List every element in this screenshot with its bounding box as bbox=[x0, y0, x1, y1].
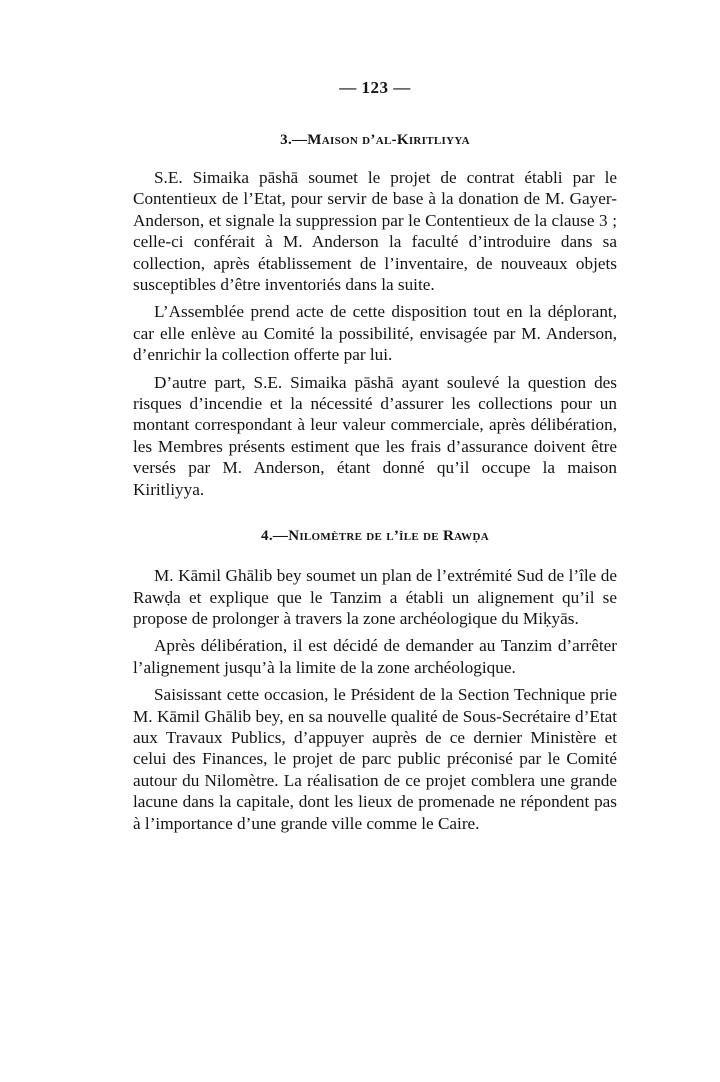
section-heading: 3.—Maison d’al-Kiritliyya bbox=[280, 132, 470, 148]
section-maison-kiritliyya bbox=[133, 132, 617, 500]
section-heading: 4.—Nilomètre de l’île de Rawḍa bbox=[261, 528, 489, 545]
paragraph: M. Kāmil Ghālib bey soumet un plan de l’extrémité Sud de l’île de Rawḍa et explique que le Tanzim a établi un alignement qu’il se propose de prolonger à travers la zone archéologique du Miḳyās. bbox=[133, 566, 617, 628]
section-nilometre-rawda bbox=[133, 528, 617, 834]
paragraph: Saisissant cette occasion, le Président de la Section Technique prie M. Kāmil Ghālib bey, en sa nouvelle qualité de Sous-Secrétaire d’Etat aux Travaux Publics, d’appuyer auprès de ce dernier Ministère et celui des Finances, le projet de parc public préconisé par le Comité autour du Nilomètre. La réalisation de ce projet comblera une grande lacune dans la capitale, dont les lieux de promenade ne répondent pas à l’importance d’une grande ville comme le Caire. bbox=[133, 685, 617, 833]
paragraph: S.E. Simaika pāshā soumet le projet de contrat établi par le Contentieux de l’Etat, pour servir de base à la donation de M. Gayer-Anderson, et signale la suppression par le Contentieux de la clause 3 ; celle-ci conférait à M. Anderson la faculté d’introduire dans sa collection, après établissement de l’inventaire, de nouveaux objets susceptibles d’être inventoriés dans la suite. bbox=[133, 168, 617, 295]
document-page bbox=[133, 78, 617, 834]
page-number: — 123 — bbox=[339, 78, 411, 97]
paragraph: Après délibération, il est décidé de demander au Tanzim d’arrêter l’alignement jusqu’à la limite de la zone archéologique. bbox=[133, 636, 617, 677]
paragraph: D’autre part, S.E. Simaika pāshā ayant soulevé la question des risques d’incendie et la nécessité d’assurer les collections pour un montant correspondant à leur valeur commerciale, après délibération, les Membres présents estiment que les frais d’assurance doivent être versés par M. Anderson, étant donné qu’il occupe la maison Kiritliyya. bbox=[133, 372, 617, 499]
paragraph: L’Assemblée prend acte de cette disposition tout en la déplorant, car elle enlève au Comité la possibilité, envisagée par M. Anderson, d’enrichir la collection offerte par lui. bbox=[133, 302, 617, 365]
